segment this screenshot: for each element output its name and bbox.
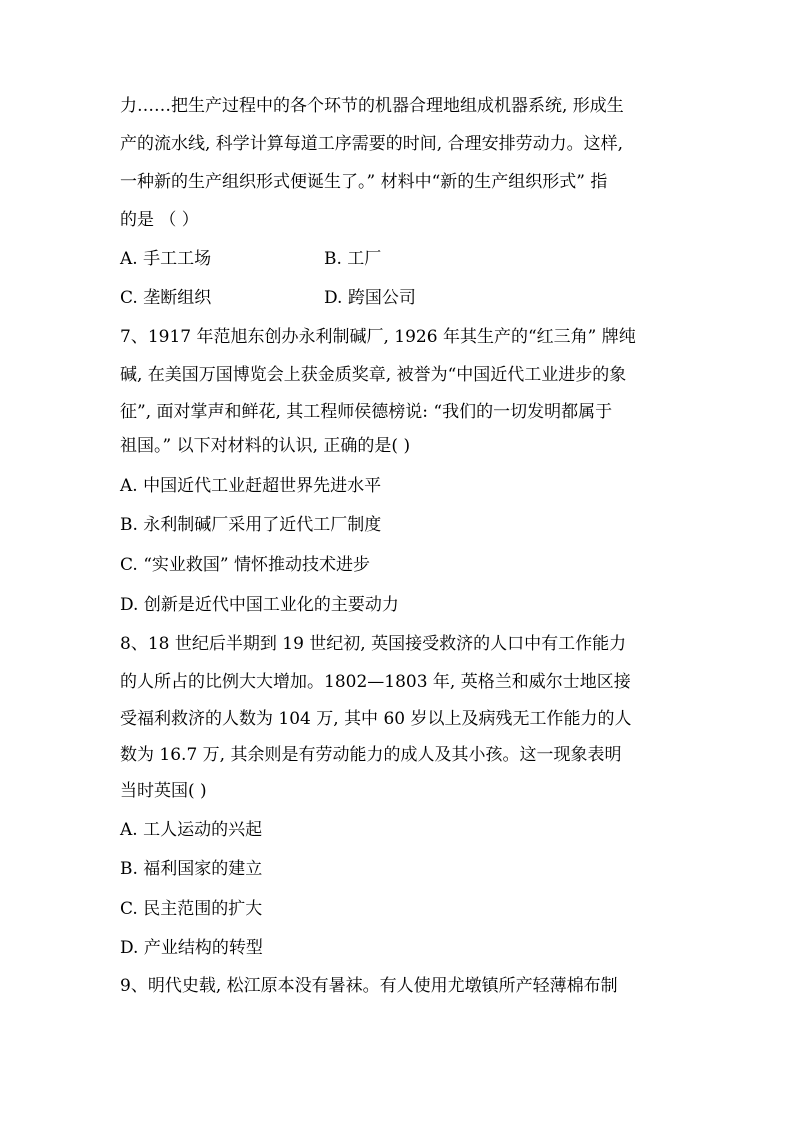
question-6-option-c[interactable]: C. 垄断组织 <box>120 288 212 308</box>
question-6-line-3: 一种新的生产组织形式便诞生了。” 材料中“新的生产组织形式” 指 <box>120 172 608 192</box>
question-8-line-1: 8、18 世纪后半期到 19 世纪初, 英国接受救济的人口中有工作能力 <box>120 634 627 654</box>
question-7-option-a[interactable]: A. 中国近代工业赶超世界先进水平 <box>120 476 382 496</box>
question-9-line-1: 9、明代史载, 松江原本没有暑袜。有人使用尤墩镇所产轻薄棉布制 <box>120 976 618 996</box>
question-7-option-c[interactable]: C. “实业救国” 情怀推动技术进步 <box>120 555 370 575</box>
question-8-line-4: 数为 16.7 万, 其余则是有劳动能力的成人及其小孩。这一现象表明 <box>120 745 622 765</box>
question-6-option-d[interactable]: D. 跨国公司 <box>324 288 416 308</box>
question-6-line-4: 的是 （ ） <box>120 210 199 230</box>
question-7-line-1: 7、1917 年范旭东创办永利制碱厂, 1926 年其生产的“红三角” 牌纯 <box>120 327 636 347</box>
question-8-option-b[interactable]: B. 福利国家的建立 <box>120 859 263 879</box>
question-7-line-2: 碱, 在美国万国博览会上获金质奖章, 被誉为“中国近代工业进步的象 <box>120 365 627 385</box>
question-6-option-a[interactable]: A. 手工工场 <box>120 249 212 269</box>
question-7-line-3: 征”, 面对掌声和鲜花, 其工程师侯德榜说: “我们的一切发明都属于 <box>120 402 613 422</box>
question-6-option-b[interactable]: B. 工厂 <box>324 249 382 269</box>
question-8-line-2: 的人所占的比例大大增加。1802—1803 年, 英格兰和威尔士地区接 <box>120 672 631 692</box>
question-7-option-b[interactable]: B. 永利制碱厂采用了近代工厂制度 <box>120 515 382 535</box>
question-8-option-d[interactable]: D. 产业结构的转型 <box>120 938 263 958</box>
question-8-line-3: 受福利救济的人数为 104 万, 其中 60 岁以上及病残无工作能力的人 <box>120 709 632 729</box>
question-7-line-4: 祖国。” 以下对材料的认识, 正确的是( ) <box>120 436 411 456</box>
question-7-option-d[interactable]: D. 创新是近代中国工业化的主要动力 <box>120 595 399 615</box>
question-8-option-a[interactable]: A. 工人运动的兴起 <box>120 820 263 840</box>
question-8-line-5: 当时英国( ) <box>120 781 207 801</box>
question-6-line-2: 产的流水线, 科学计算每道工序需要的时间, 合理安排劳动力。这样, <box>120 134 624 154</box>
question-8-option-c[interactable]: C. 民主范围的扩大 <box>120 899 263 919</box>
question-6-line-1: 力……把生产过程中的各个环节的机器合理地组成机器系统, 形成生 <box>120 96 624 116</box>
